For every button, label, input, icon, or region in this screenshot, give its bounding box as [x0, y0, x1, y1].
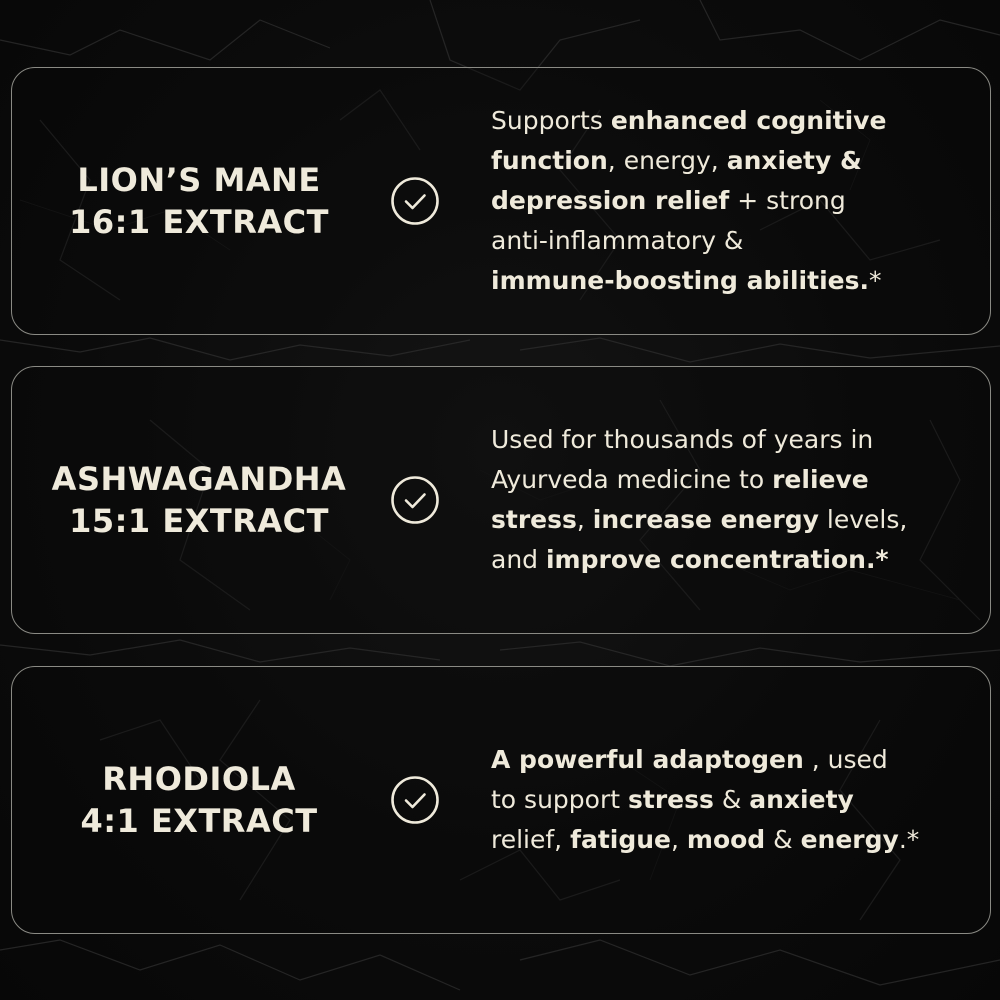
desc-text: and: [491, 545, 546, 574]
desc-text: *: [868, 266, 882, 295]
ingredient-name-line1: RHODIOLA: [102, 760, 296, 798]
ingredient-card-ashwagandha: [11, 366, 991, 634]
desc-line: [491, 500, 961, 540]
ingredient-name-line2: 4:1 EXTRACT: [80, 802, 318, 840]
desc-highlight: function: [491, 146, 608, 175]
desc-highlight: stress: [627, 785, 714, 814]
desc-highlight: enhanced cognitive: [610, 106, 887, 135]
desc-text: &: [713, 785, 750, 814]
ingredient-name: [34, 367, 364, 633]
ingredient-name-line2: 16:1 EXTRACT: [69, 203, 329, 241]
ingredient-description: [491, 667, 961, 933]
desc-text: , energy,: [607, 146, 727, 175]
desc-text: , used: [803, 745, 888, 774]
desc-highlight: fatigue: [570, 825, 671, 854]
desc-text: ,: [671, 825, 687, 854]
ingredient-name: [34, 68, 364, 334]
desc-highlight: increase energy: [592, 505, 819, 534]
desc-highlight: depression relief: [491, 186, 730, 215]
desc-text: &: [765, 825, 801, 854]
desc-line: [491, 740, 961, 780]
desc-text: anti-inflammatory &: [491, 226, 744, 255]
desc-highlight: A powerful adaptogen: [491, 745, 804, 774]
desc-highlight: relieve: [772, 465, 869, 494]
desc-text: Used for thousands of years in: [491, 425, 874, 454]
desc-text: ,: [576, 505, 593, 534]
desc-line: [491, 141, 961, 181]
desc-line: [491, 181, 961, 221]
ingredient-name-line2: 15:1 EXTRACT: [69, 502, 329, 540]
ingredient-card-rhodiola: [11, 666, 991, 934]
desc-line: [491, 221, 961, 261]
desc-line: [491, 540, 961, 580]
desc-line: [491, 261, 961, 301]
desc-line: [491, 820, 961, 860]
desc-highlight: anxiety &: [726, 146, 862, 175]
ingredient-description: [491, 68, 961, 334]
ingredient-description: [491, 367, 961, 633]
desc-line: [491, 460, 961, 500]
desc-highlight: stress: [491, 505, 577, 534]
desc-highlight: energy: [800, 825, 899, 854]
ingredient-card-lions-mane: [11, 67, 991, 335]
desc-highlight: anxiety: [749, 785, 854, 814]
ingredient-name-line1: LION’S MANE: [77, 161, 321, 199]
desc-text: relief,: [491, 825, 571, 854]
desc-text: to support: [491, 785, 628, 814]
ingredient-name-line1: ASHWAGANDHA: [51, 460, 347, 498]
check-circle-icon: [390, 475, 440, 525]
desc-text: levels,: [818, 505, 908, 534]
desc-text: .*: [898, 825, 920, 854]
desc-text: + strong: [729, 186, 846, 215]
desc-line: [491, 420, 961, 460]
desc-text: Supports: [491, 106, 611, 135]
desc-line: [491, 780, 961, 820]
check-circle-icon: [390, 775, 440, 825]
check-circle-icon: [390, 176, 440, 226]
desc-highlight: mood: [686, 825, 766, 854]
ingredient-name: [34, 667, 364, 933]
desc-highlight: immune-boosting abilities.: [491, 266, 869, 295]
desc-highlight: improve concentration.*: [545, 545, 889, 574]
desc-text: Ayurveda medicine to: [491, 465, 773, 494]
desc-line: [491, 101, 961, 141]
